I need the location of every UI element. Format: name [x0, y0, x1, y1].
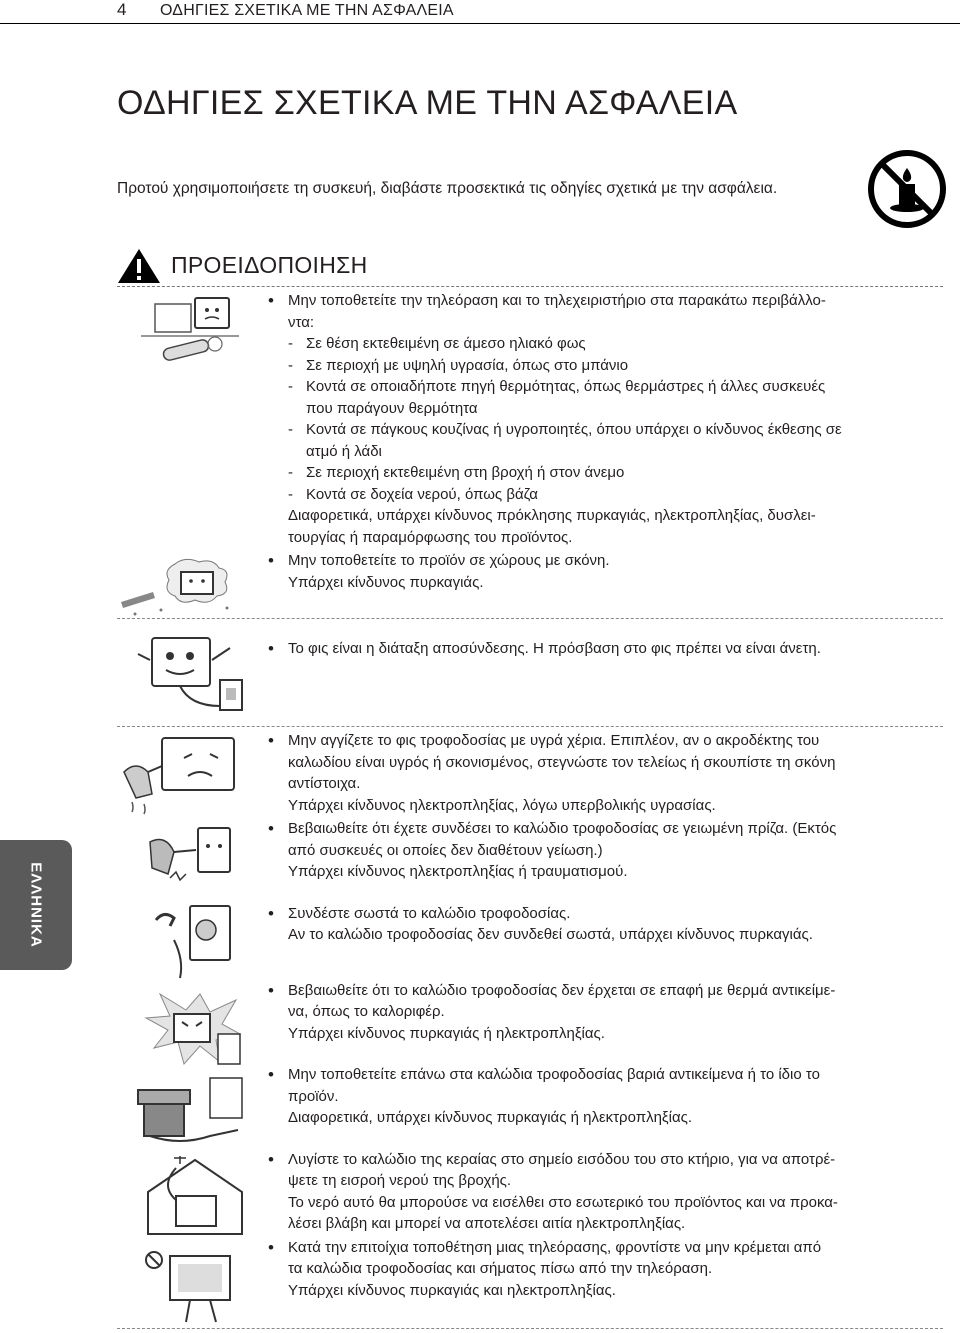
environment-warnings: [268, 290, 948, 593]
page-bottom-divider: [117, 1328, 943, 1329]
plug-disconnect-note: [268, 638, 948, 660]
text-line: να, όπως το καλοριφέρ.: [288, 1003, 445, 1020]
sub-item: - Κοντά σε δοχεία νερού, όπως βάζα: [288, 484, 948, 506]
text-line: αντίστοιχα.: [288, 775, 361, 792]
list-item: [268, 903, 948, 946]
plug-access-illustration: [130, 630, 250, 716]
sub-item: - Κοντά σε οποιαδήποτε πηγή θερμότητας, όπως θερμάστρες ή άλλες συσκευές: [288, 376, 948, 398]
list-item: [268, 1149, 948, 1235]
page-header: [0, 0, 960, 24]
list-item: [268, 638, 948, 660]
text-line: Υπάρχει κίνδυνος πυρκαγιάς ή ηλεκτροπληξίας.: [288, 1024, 605, 1042]
warning-divider: [117, 286, 943, 287]
no-candle-icon: [866, 148, 948, 230]
text-line: Διαφορετικά, υπάρχει κίνδυνος πρόκλησης πυρκαγιάς, ηλεκτροπληξίας, δυσλει-: [288, 507, 816, 524]
text-line: τουργίας ή παραμόρφωσης του προϊόντος.: [288, 528, 573, 546]
page-title: ΟΔΗΓΙΕΣ ΣΧΕΤΙΚΑ ΜΕ ΤΗΝ ΑΣΦΑΛΕΙΑ: [117, 84, 738, 122]
text-line: • Βεβαιωθείτε ότι έχετε συνδέσει το καλώδιο τροφοδοσίας σε γειωμένη πρίζα. (Εκτός: [288, 820, 837, 837]
list-item: [268, 980, 948, 1045]
text-line: καλωδίου είναι υγρός ή σκονισμένος, στεγνώστε τον τελείως ή σκουπίστε τη σκόνη: [288, 753, 836, 771]
text-line: ατμό ή λάδι: [306, 442, 382, 460]
text-line: που παράγουν θερμότητα: [306, 399, 478, 417]
header-divider: [0, 23, 960, 24]
text-line: Υπάρχει κίνδυνος ηλεκτροπληξίας ή τραυματισμού.: [288, 863, 628, 880]
list-item: [268, 818, 948, 883]
antenna-cable-illustration: [140, 1156, 250, 1236]
text-line: προϊόν.: [288, 1087, 339, 1105]
text-line: • Μην τοποθετείτε επάνω στα καλώδια τροφοδοσίας βαριά αντικείμενα ή το ίδιο το: [288, 1066, 820, 1083]
section-divider: [117, 726, 943, 727]
text-line: • Κατά την επιτοίχια τοποθέτηση μιας τηλεόρασης, φροντίστε να μην κρέμεται από: [288, 1238, 822, 1256]
list-item: [268, 1064, 948, 1129]
text-line: ντα:: [288, 313, 315, 331]
text-line: λέσει βλάβη και μπορεί να αποτελέσει αιτία ηλεκτροπληξίας.: [288, 1215, 686, 1232]
text-line: Υπάρχει κίνδυνος πυρκαγιάς.: [288, 573, 484, 591]
dusty-room-illustration: [115, 556, 245, 621]
running-header-title: ΟΔΗΓΙΕΣ ΣΧΕΤΙΚΑ ΜΕ ΤΗΝ ΑΣΦΑΛΕΙΑ: [160, 2, 454, 19]
text-line: • Βεβαιωθείτε ότι το καλώδιο τροφοδοσίας δεν έρχεται σε επαφή με θερμά αντικείμε-: [288, 981, 836, 999]
text-line: ψετε τη εισροή νερού της βροχής.: [288, 1172, 512, 1189]
connect-plug-illustration: [150, 900, 240, 982]
heavy-objects-illustration: [130, 1070, 250, 1150]
text-line: Υπάρχει κίνδυνος πυρκαγιάς και ηλεκτροπληξίας.: [288, 1281, 616, 1299]
sub-item: - Σε θέση εκτεθειμένη σε άμεσο ηλιακό φως: [288, 333, 948, 355]
tv-environment-illustration: [135, 292, 245, 374]
wall-mount-illustration: [140, 1246, 250, 1326]
grounded-outlet-illustration: [140, 824, 240, 888]
text-line: • Μην τοποθετείτε το προϊόν σε χώρους με σκόνη.: [288, 552, 610, 569]
text-line: • Λυγίστε το καλώδιο της κεραίας στο σημείο εισόδου του στο κτήριο, για να αποτρέ-: [288, 1150, 836, 1168]
power-cord-warnings: [268, 730, 948, 1301]
list-item: [268, 550, 948, 593]
text-line: Υπάρχει κίνδυνος ηλεκτροπληξίας, λόγω υπερβολικής υγρασίας.: [288, 796, 716, 814]
list-item: [268, 1237, 948, 1302]
intro-text: Προτού χρησιμοποιήσετε τη συσκευή, διαβάστε προσεκτικά τις οδηγίες σχετικά με την ασφάλεια.: [117, 180, 778, 197]
wet-hands-illustration: [118, 732, 248, 818]
language-tab-label: ΕΛΛΗΝΙΚΑ: [27, 862, 45, 948]
warning-heading-text: ΠΡΟΕΙΔΟΠΟΙΗΣΗ: [171, 252, 368, 278]
hot-objects-illustration: [140, 990, 250, 1068]
sub-item: - Σε περιοχή με υψηλή υγρασία, όπως στο μπάνιο: [288, 355, 948, 377]
list-item: [268, 730, 948, 816]
text-line: τα καλώδια τροφοδοσίας και σήματος πίσω από την τηλεόραση.: [288, 1260, 713, 1277]
text-line: • Μην αγγίζετε το φις τροφοδοσίας με υγρά χέρια. Επιπλέον, αν ο ακροδέκτης του: [288, 732, 820, 749]
sub-item: - Σε περιοχή εκτεθειμένη στη βροχή ή στον άνεμο: [288, 462, 948, 484]
text-line: Αν το καλώδιο τροφοδοσίας δεν συνδεθεί σωστά, υπάρχει κίνδυνος πυρκαγιάς.: [288, 926, 813, 943]
list-item: [268, 290, 948, 548]
text-line: Το νερό αυτό θα μπορούσε να εισέλθει στο εσωτερικό του προϊόντος και να προκα-: [288, 1193, 838, 1211]
text-line: • Συνδέστε σωστά το καλώδιο τροφοδοσίας.: [288, 904, 571, 922]
text-line: Διαφορετικά, υπάρχει κίνδυνος πυρκαγιάς ή ηλεκτροπληξίας.: [288, 1109, 693, 1126]
text-line: • Μην τοποθετείτε την τηλεόραση και το τηλεχειριστήριο στα παρακάτω περιβάλλο-: [288, 292, 826, 309]
section-divider: [117, 618, 943, 619]
warning-triangle-icon: [117, 248, 161, 284]
text-line: • Το φις είναι η διάταξη αποσύνδεσης. Η πρόσβαση στο φις πρέπει να είναι άνετη.: [288, 640, 821, 657]
language-tab: [0, 840, 72, 970]
text-line: από συσκευές οι οποίες δεν διαθέτουν γείωση.): [288, 841, 603, 859]
sub-item: - Κοντά σε πάγκους κουζίνας ή υγροποιητές, όπου υπάρχει ο κίνδυνος έκθεσης σε: [288, 419, 948, 441]
page-number: 4: [117, 0, 127, 19]
